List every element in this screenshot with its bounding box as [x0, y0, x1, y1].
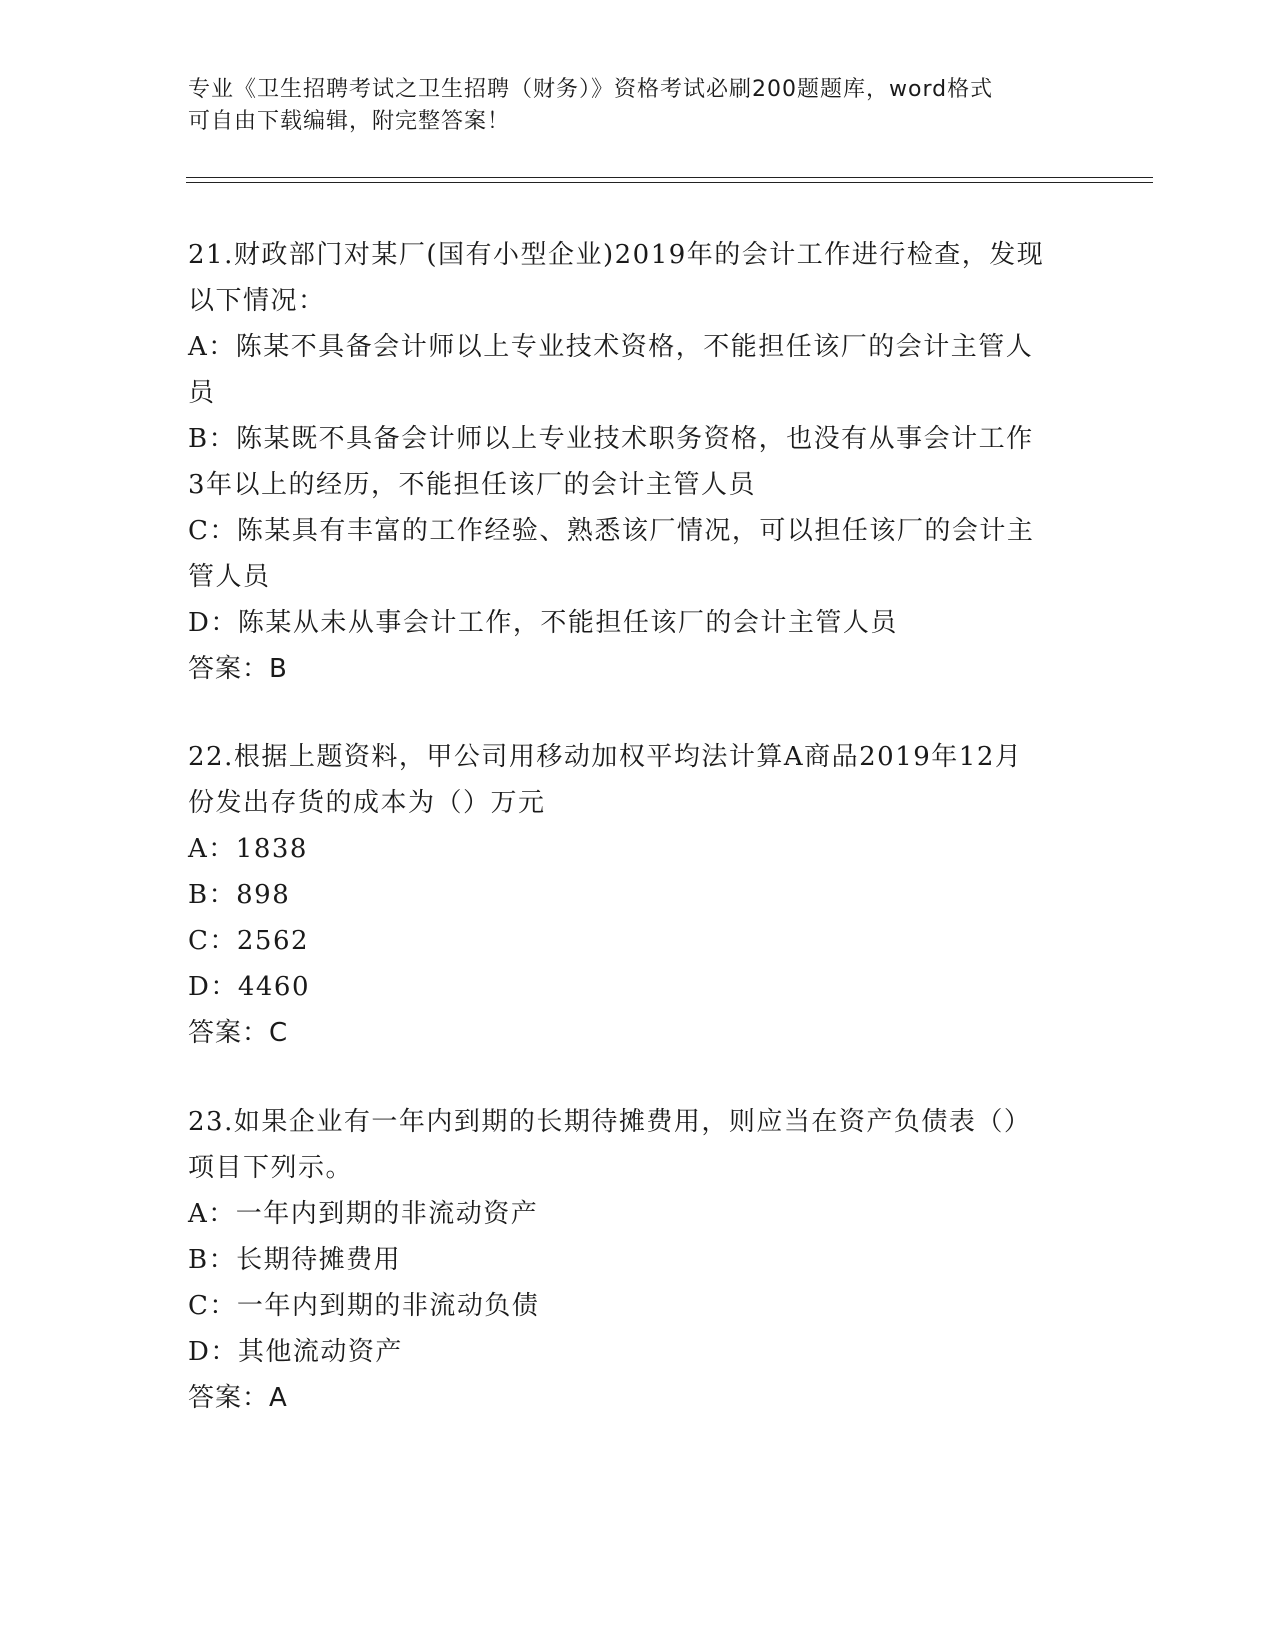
option-b: B：长期待摊费用 [188, 1245, 402, 1275]
question-stem-line: 21.财政部门对某厂(国有小型企业)2019年的会计工作进行检查，发现 [188, 240, 1045, 270]
option-c: C：陈某具有丰富的工作经验、熟悉该厂情况，可以担任该厂的会计主 [188, 516, 1035, 546]
option-c-continued: 管人员 [188, 562, 271, 592]
question-stem-line: 份发出存货的成本为（）万元 [188, 788, 546, 818]
question-23 [188, 1099, 1088, 1421]
option-a: A：陈某不具备会计师以上专业技术资格，不能担任该厂的会计主管人 [188, 332, 1034, 362]
question-21 [188, 232, 1088, 692]
option-a: A：一年内到期的非流动资产 [188, 1199, 539, 1229]
option-c: C：一年内到期的非流动负债 [188, 1291, 540, 1321]
header-divider-bottom [186, 182, 1153, 183]
option-c: C：2562 [188, 926, 310, 956]
option-d: D：其他流动资产 [188, 1337, 403, 1367]
answer-label: 答案：A [188, 1383, 288, 1413]
question-stem-line: 项目下列示。 [188, 1153, 354, 1183]
question-stem-line: 以下情况： [188, 286, 326, 316]
answer-label: 答案：C [188, 1018, 289, 1048]
option-b: B：陈某既不具备会计师以上专业技术职务资格，也没有从事会计工作 [188, 424, 1034, 454]
option-d: D：陈某从未从事会计工作，不能担任该厂的会计主管人员 [188, 608, 898, 638]
answer-label: 答案：B [188, 654, 288, 684]
document-header-note [188, 74, 1068, 138]
header-line: 专业《卫生招聘考试之卫生招聘（财务）》资格考试必刷200题题库，word格式 [188, 77, 994, 102]
question-stem-line: 23.如果企业有一年内到期的长期待摊费用，则应当在资产负债表（） [188, 1107, 1032, 1137]
option-b-continued: 3年以上的经历，不能担任该厂的会计主管人员 [188, 470, 757, 500]
option-a-continued: 员 [188, 378, 216, 408]
header-line: 可自由下载编辑，附完整答案！ [188, 109, 511, 134]
option-d: D：4460 [188, 972, 311, 1002]
header-divider-top [186, 177, 1153, 178]
option-a: A：1838 [188, 834, 308, 864]
question-22 [188, 734, 1088, 1056]
option-b: B：898 [188, 880, 291, 910]
question-stem-line: 22.根据上题资料，甲公司用移动加权平均法计算A商品2019年12月 [188, 742, 1023, 772]
